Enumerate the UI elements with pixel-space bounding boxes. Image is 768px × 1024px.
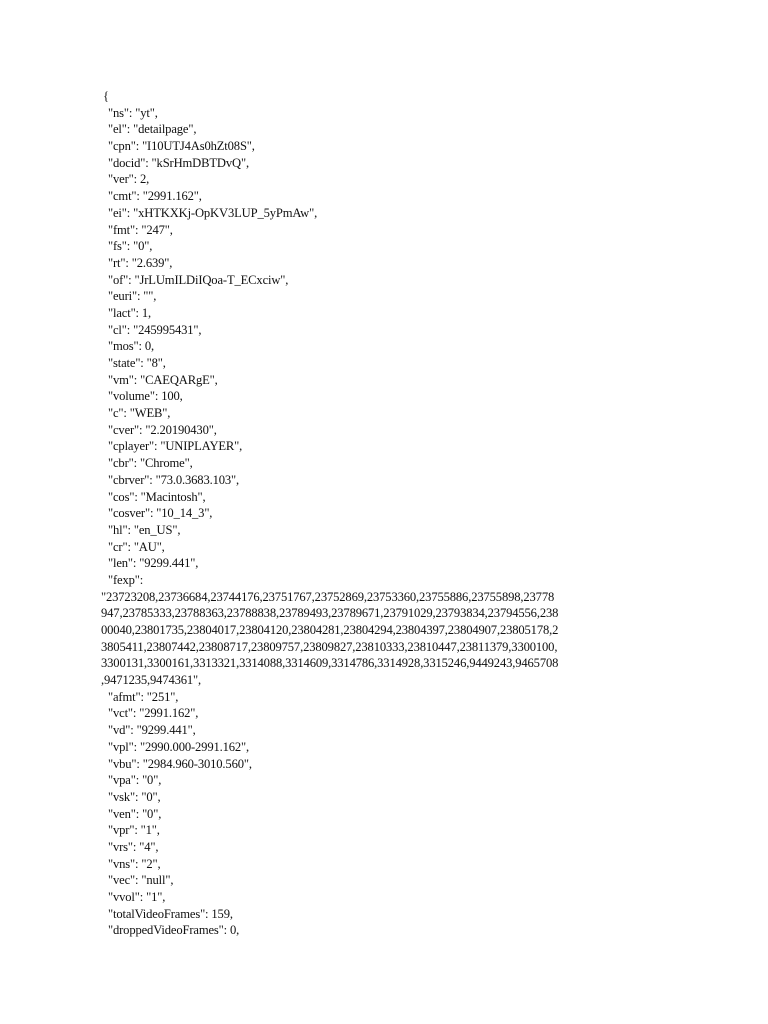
fexp-value-line: 947,23785333,23788363,23788838,23789493,23789671,23791029,23793834,23794556,238 <box>101 606 559 621</box>
json-entry: "vsk": "0", <box>108 789 161 804</box>
json-entry: "totalVideoFrames": 159, <box>108 906 233 921</box>
json-entry: "rt": "2.639", <box>108 255 173 270</box>
json-entry: "ns": "yt", <box>108 105 158 120</box>
json-entry: "of": "JrLUmILDiIQoa-T_ECxciw", <box>108 272 289 287</box>
json-entry: "droppedVideoFrames": 0, <box>108 923 240 938</box>
json-entry: "vpl": "2990.000-2991.162", <box>108 739 250 754</box>
json-entry: "cbr": "Chrome", <box>108 456 193 471</box>
json-entry-fexp-key: "fexp": <box>108 572 144 587</box>
json-text-block <box>103 88 665 939</box>
open-brace: { <box>103 89 109 103</box>
json-entry: "state": "8", <box>108 356 166 370</box>
json-entry: "vct": "2991.162", <box>108 706 199 721</box>
json-entry: "c": "WEB", <box>108 406 171 421</box>
json-entry: "afmt": "251", <box>108 689 179 704</box>
fexp-value-line: 3300131,3300161,3313321,3314088,3314609,3314786,3314928,3315246,9449243,9465708 <box>101 656 559 671</box>
json-entry: "lact": 1, <box>108 305 152 320</box>
json-entry: "cver": "2.20190430", <box>108 422 217 437</box>
json-entry: "cosver": "10_14_3", <box>108 506 213 521</box>
json-entry: "docid": "kSrHmDBTDvQ", <box>108 155 249 170</box>
json-entry: "cpn": "I10UTJ4As0hZt08S", <box>108 139 255 154</box>
json-entry: "vpr": "1", <box>108 823 160 838</box>
json-entry: "vns": "2", <box>108 856 161 871</box>
json-entry: "euri": "", <box>108 289 157 304</box>
json-entry: "volume": 100, <box>108 389 183 404</box>
json-entry: "ven": "0", <box>108 806 162 821</box>
json-entry: "vd": "9299.441", <box>108 723 196 738</box>
json-entry: "cbrver": "73.0.3683.103", <box>108 472 240 487</box>
json-entry: "vrs": "4", <box>108 839 159 854</box>
json-entry: "cmt": "2991.162", <box>108 189 202 204</box>
json-entry: "cr": "AU", <box>108 539 165 554</box>
json-entry: "vec": "null", <box>108 873 174 888</box>
fexp-value-line: 3805411,23807442,23808717,23809757,23809827,23810333,23810447,23811379,3300100, <box>101 639 558 654</box>
json-entry: "hl": "en_US", <box>108 522 181 537</box>
json-entry: "mos": 0, <box>108 339 155 354</box>
json-entry: "cplayer": "UNIPLAYER", <box>108 439 243 454</box>
json-entry: "len": "9299.441", <box>108 556 199 571</box>
json-entry: "vpa": "0", <box>108 773 162 788</box>
json-entry: "ei": "xHTKXKj-OpKV3LUP_5yPmAw", <box>108 205 318 220</box>
json-entry: "cl": "245995431", <box>108 322 202 337</box>
json-entry: "fs": "0", <box>108 239 153 254</box>
json-entry: "ver": 2, <box>108 172 150 187</box>
fexp-value-line: 00040,23801735,23804017,23804120,23804281,23804294,23804397,23804907,23805178,2 <box>101 623 559 637</box>
json-entry: "fmt": "247", <box>108 222 173 237</box>
json-entry: "cos": "Macintosh", <box>108 489 206 504</box>
json-entry: "vbu": "2984.960-3010.560", <box>108 756 252 771</box>
json-entry: "el": "detailpage", <box>108 122 197 137</box>
json-entry: "vm": "CAEQARgE", <box>108 372 218 387</box>
fexp-value-line: ,9471235,9474361", <box>101 673 202 688</box>
json-entry: "vvol": "1", <box>108 890 166 904</box>
fexp-value-line: "23723208,23736684,23744176,23751767,23752869,23753360,23755886,23755898,23778 <box>101 589 555 604</box>
